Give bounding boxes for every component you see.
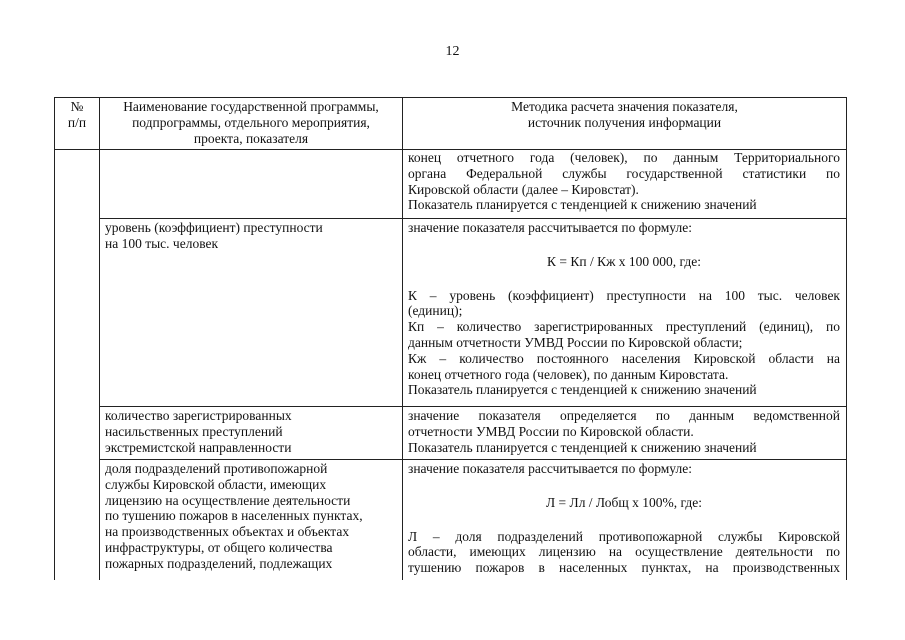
text-line: значение показателя рассчитывается по формуле: (408, 220, 692, 235)
text-line: значение показателя определяется по данным ведомственной (408, 408, 840, 423)
column-divider-1 (99, 97, 100, 580)
text-line: Показатель планируется с тенденцией к снижению значений (408, 197, 757, 213)
text-line: лицензию на осуществление деятельности (105, 492, 351, 508)
header-col-method: Методика расчета значения показателя, источник получения информации (511, 99, 738, 130)
text-line: количество зарегистрированных (105, 408, 292, 423)
row4-name (105, 461, 397, 572)
text-line: экстремистской направленности (105, 439, 292, 455)
row3-name (105, 408, 397, 455)
row3-method (408, 408, 840, 455)
text-line: Л – доля подразделений противопожарной службы Кировской (408, 528, 840, 544)
header-col-name: Наименование государственной программы, подпрограммы, отдельного мероприятия, проекта, показателя (123, 99, 379, 146)
row4-method (408, 461, 840, 576)
text-line: К – уровень (коэффициент) преступности на 100 тыс. человек (408, 287, 840, 303)
column-divider-2 (402, 97, 403, 580)
text-line: Показатель планируется с тенденцией к снижению значений (408, 439, 757, 455)
text-line: на производственных объектах и объектах (105, 524, 350, 540)
text-line: (единиц); (408, 303, 463, 319)
text-line: данным отчетности УМВД России по Кировской области; (408, 334, 743, 350)
row1-method (408, 150, 840, 213)
row-divider-3 (99, 459, 846, 460)
text-line: тушению пожаров в населенных пунктах, на производственных (408, 560, 840, 576)
row-divider-2 (99, 406, 846, 407)
row-divider-1 (99, 218, 846, 219)
row2-name (105, 220, 397, 252)
text-line: конец отчетного года (человек), по данным Кировстата. (408, 366, 729, 382)
text-line: Кп – количество зарегистрированных преступлений (единиц), по (408, 319, 840, 335)
text-line: пожарных подразделений, подлежащих (105, 555, 333, 571)
text-line: инфраструктуры, от общего количества (105, 539, 333, 555)
text-line: доля подразделений противопожарной (105, 461, 328, 476)
row2-method (408, 220, 840, 398)
text-line: насильственных преступлений (105, 423, 283, 439)
text-line: органа Федеральной службы государственной статистики по (408, 165, 840, 181)
text-line: Кж – количество постоянного населения Кировской области на (408, 350, 840, 366)
formula: Л = Лл / Лобщ х 100%, где: (546, 494, 702, 510)
text-line: уровень (коэффициент) преступности (105, 220, 323, 235)
text-line: по тушению пожаров в населенных пунктах, (105, 508, 363, 524)
text-line: службы Кировской области, имеющих (105, 476, 327, 492)
text-line: области, имеющих лицензию на осуществление деятельности по (408, 544, 840, 560)
text-line: отчетности УМВД России по Кировской области. (408, 423, 694, 439)
text-line: Показатель планируется с тенденцией к снижению значений (408, 382, 757, 398)
text-line: Кировской области (далее – Кировстат). (408, 181, 639, 197)
table-border-top (54, 97, 846, 98)
page-number: 12 (445, 44, 460, 59)
text-line: конец отчетного года (человек), по данным Территориального (408, 150, 840, 165)
header-col-number: № п/п (67, 99, 87, 130)
text-line: на 100 тыс. человек (105, 235, 219, 251)
table-border-left (54, 97, 55, 580)
formula: К = Кп / Кж х 100 000, где: (546, 253, 702, 269)
table-border-right (846, 97, 847, 580)
text-line: значение показателя рассчитывается по формуле: (408, 461, 692, 476)
